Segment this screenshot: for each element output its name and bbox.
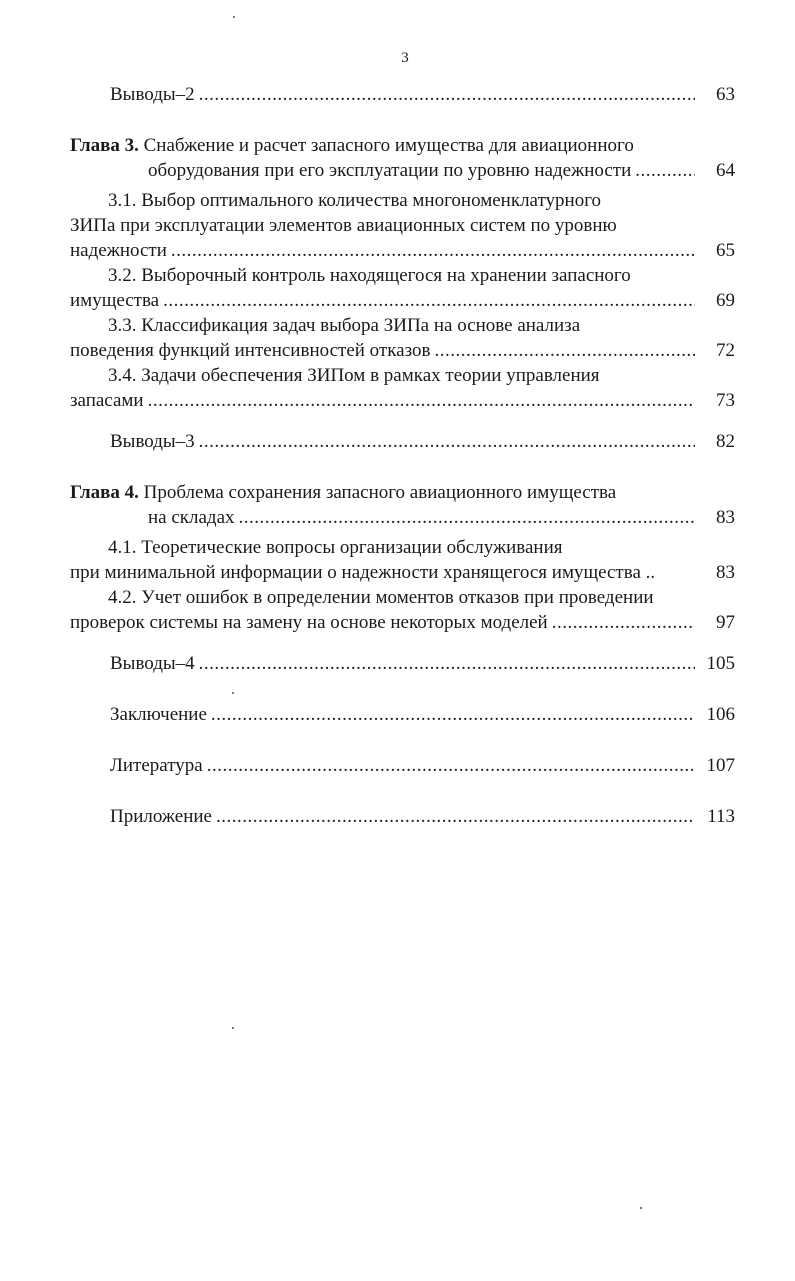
toc-entry-section-4-2[interactable] <box>70 585 735 635</box>
toc-entry-line <box>70 610 735 635</box>
toc-entry-page: 113 <box>707 806 735 827</box>
dot-leader <box>199 651 695 676</box>
section-title-line-2: ЗИПа при эксплуатации элементов авиационных систем по уровню <box>70 215 617 236</box>
toc-entry-line <box>70 388 735 413</box>
dot-leader <box>434 338 695 363</box>
dot-leader <box>199 82 695 107</box>
toc-entry-line <box>70 133 735 158</box>
dot-leader <box>211 702 695 727</box>
toc-entry-label: Выводы–2 <box>110 84 195 105</box>
toc-entry-section-3-2[interactable] <box>70 263 735 313</box>
chapter-label: Глава 4. <box>70 482 139 503</box>
toc-entry-section-3-1[interactable] <box>70 188 735 263</box>
dot-leader <box>239 505 695 530</box>
toc-entry-page: 83 <box>716 562 735 583</box>
toc-entry-conclusions-4[interactable] <box>70 651 735 676</box>
toc-entry-label: Выводы–4 <box>110 653 195 674</box>
chapter-label: Глава 3. <box>70 135 139 156</box>
toc-entry-line <box>70 480 735 505</box>
scan-speck <box>233 16 235 18</box>
section-title-line-2: проверок системы на замену на основе некоторых моделей <box>70 612 548 633</box>
section-title-line-1: 3.2. Выборочный контроль находящегося на хранении запасного <box>108 265 631 286</box>
toc-entry-appendix[interactable] <box>70 804 735 829</box>
chapter-title-line-2: оборудования при его эксплуатации по уровню надежности <box>148 160 632 181</box>
toc-entry-label: Выводы–3 <box>110 431 195 452</box>
toc-entry-label: Литература <box>110 755 203 776</box>
section-title-line-2: поведения функций интенсивностей отказов <box>70 340 431 361</box>
dot-leader <box>216 804 695 829</box>
section-title-line-1: 4.2. Учет ошибок в определении моментов отказов при проведении <box>108 587 654 608</box>
section-title-line-2: имущества <box>70 290 160 311</box>
page-number: 3 <box>401 50 409 66</box>
dot-leader <box>148 388 695 413</box>
toc-entry-page: 82 <box>716 431 735 452</box>
toc-entry-line <box>70 238 735 263</box>
toc-entry-section-4-1[interactable] <box>70 535 735 585</box>
toc-entry-line <box>70 505 735 530</box>
chapter-title-line-1: Проблема сохранения запасного авиационного имущества <box>143 482 617 503</box>
table-of-contents <box>70 82 735 829</box>
section-title-line-1: 3.1. Выбор оптимального количества многономенклатурного <box>108 190 602 211</box>
toc-entry-section-3-3[interactable] <box>70 313 735 363</box>
toc-entry-label: Заключение <box>110 704 207 725</box>
toc-entry-line <box>70 288 735 313</box>
toc-entry-conclusions-3[interactable] <box>70 429 735 454</box>
dot-leader <box>199 429 695 454</box>
toc-entry-chapter-3[interactable] <box>70 133 735 183</box>
toc-entry-conclusion[interactable] <box>70 702 735 727</box>
toc-entry-line <box>70 338 735 363</box>
toc-entry-line <box>70 560 735 585</box>
dot-leader <box>207 753 695 778</box>
toc-entry-page: 97 <box>716 612 735 633</box>
scan-speck <box>640 1207 642 1209</box>
toc-entry-page: 69 <box>716 290 735 311</box>
section-title-line-2: при минимальной информации о надежности хранящегося имущества .. <box>70 562 656 583</box>
toc-entry-literature[interactable] <box>70 753 735 778</box>
toc-entry-page: 73 <box>716 390 735 411</box>
chapter-title-line-2: на складах <box>148 507 235 528</box>
scan-speck <box>232 1027 234 1029</box>
toc-entry-conclusions-2[interactable] <box>70 82 735 107</box>
toc-entry-label: Приложение <box>110 806 212 827</box>
toc-entry-page: 83 <box>716 507 735 528</box>
section-title-line-3: надежности <box>70 240 167 261</box>
section-title-line-1: 3.3. Классификация задач выбора ЗИПа на основе анализа <box>108 315 581 336</box>
toc-entry-chapter-4[interactable] <box>70 480 735 530</box>
toc-entry-page: 64 <box>716 160 735 181</box>
section-title-line-2: запасами <box>70 390 144 411</box>
toc-entry-page: 106 <box>706 704 735 725</box>
dot-leader <box>171 238 695 263</box>
section-title-line-1: 4.1. Теоретические вопросы организации обслуживания <box>108 537 563 558</box>
toc-entry-page: 72 <box>716 340 735 361</box>
toc-entry-page: 105 <box>706 653 735 674</box>
toc-entry-page: 107 <box>706 755 735 776</box>
toc-entry-page: 63 <box>716 84 735 105</box>
dot-leader <box>552 610 695 635</box>
toc-entry-line <box>70 158 735 183</box>
toc-entry-section-3-4[interactable] <box>70 363 735 413</box>
section-title-line-1: 3.4. Задачи обеспечения ЗИПом в рамках теории управления <box>108 365 600 386</box>
scan-speck <box>232 692 234 694</box>
toc-entry-page: 65 <box>716 240 735 261</box>
chapter-title-line-1: Снабжение и расчет запасного имущества для авиационного <box>143 135 634 156</box>
dot-leader <box>635 158 695 183</box>
dot-leader <box>163 288 695 313</box>
